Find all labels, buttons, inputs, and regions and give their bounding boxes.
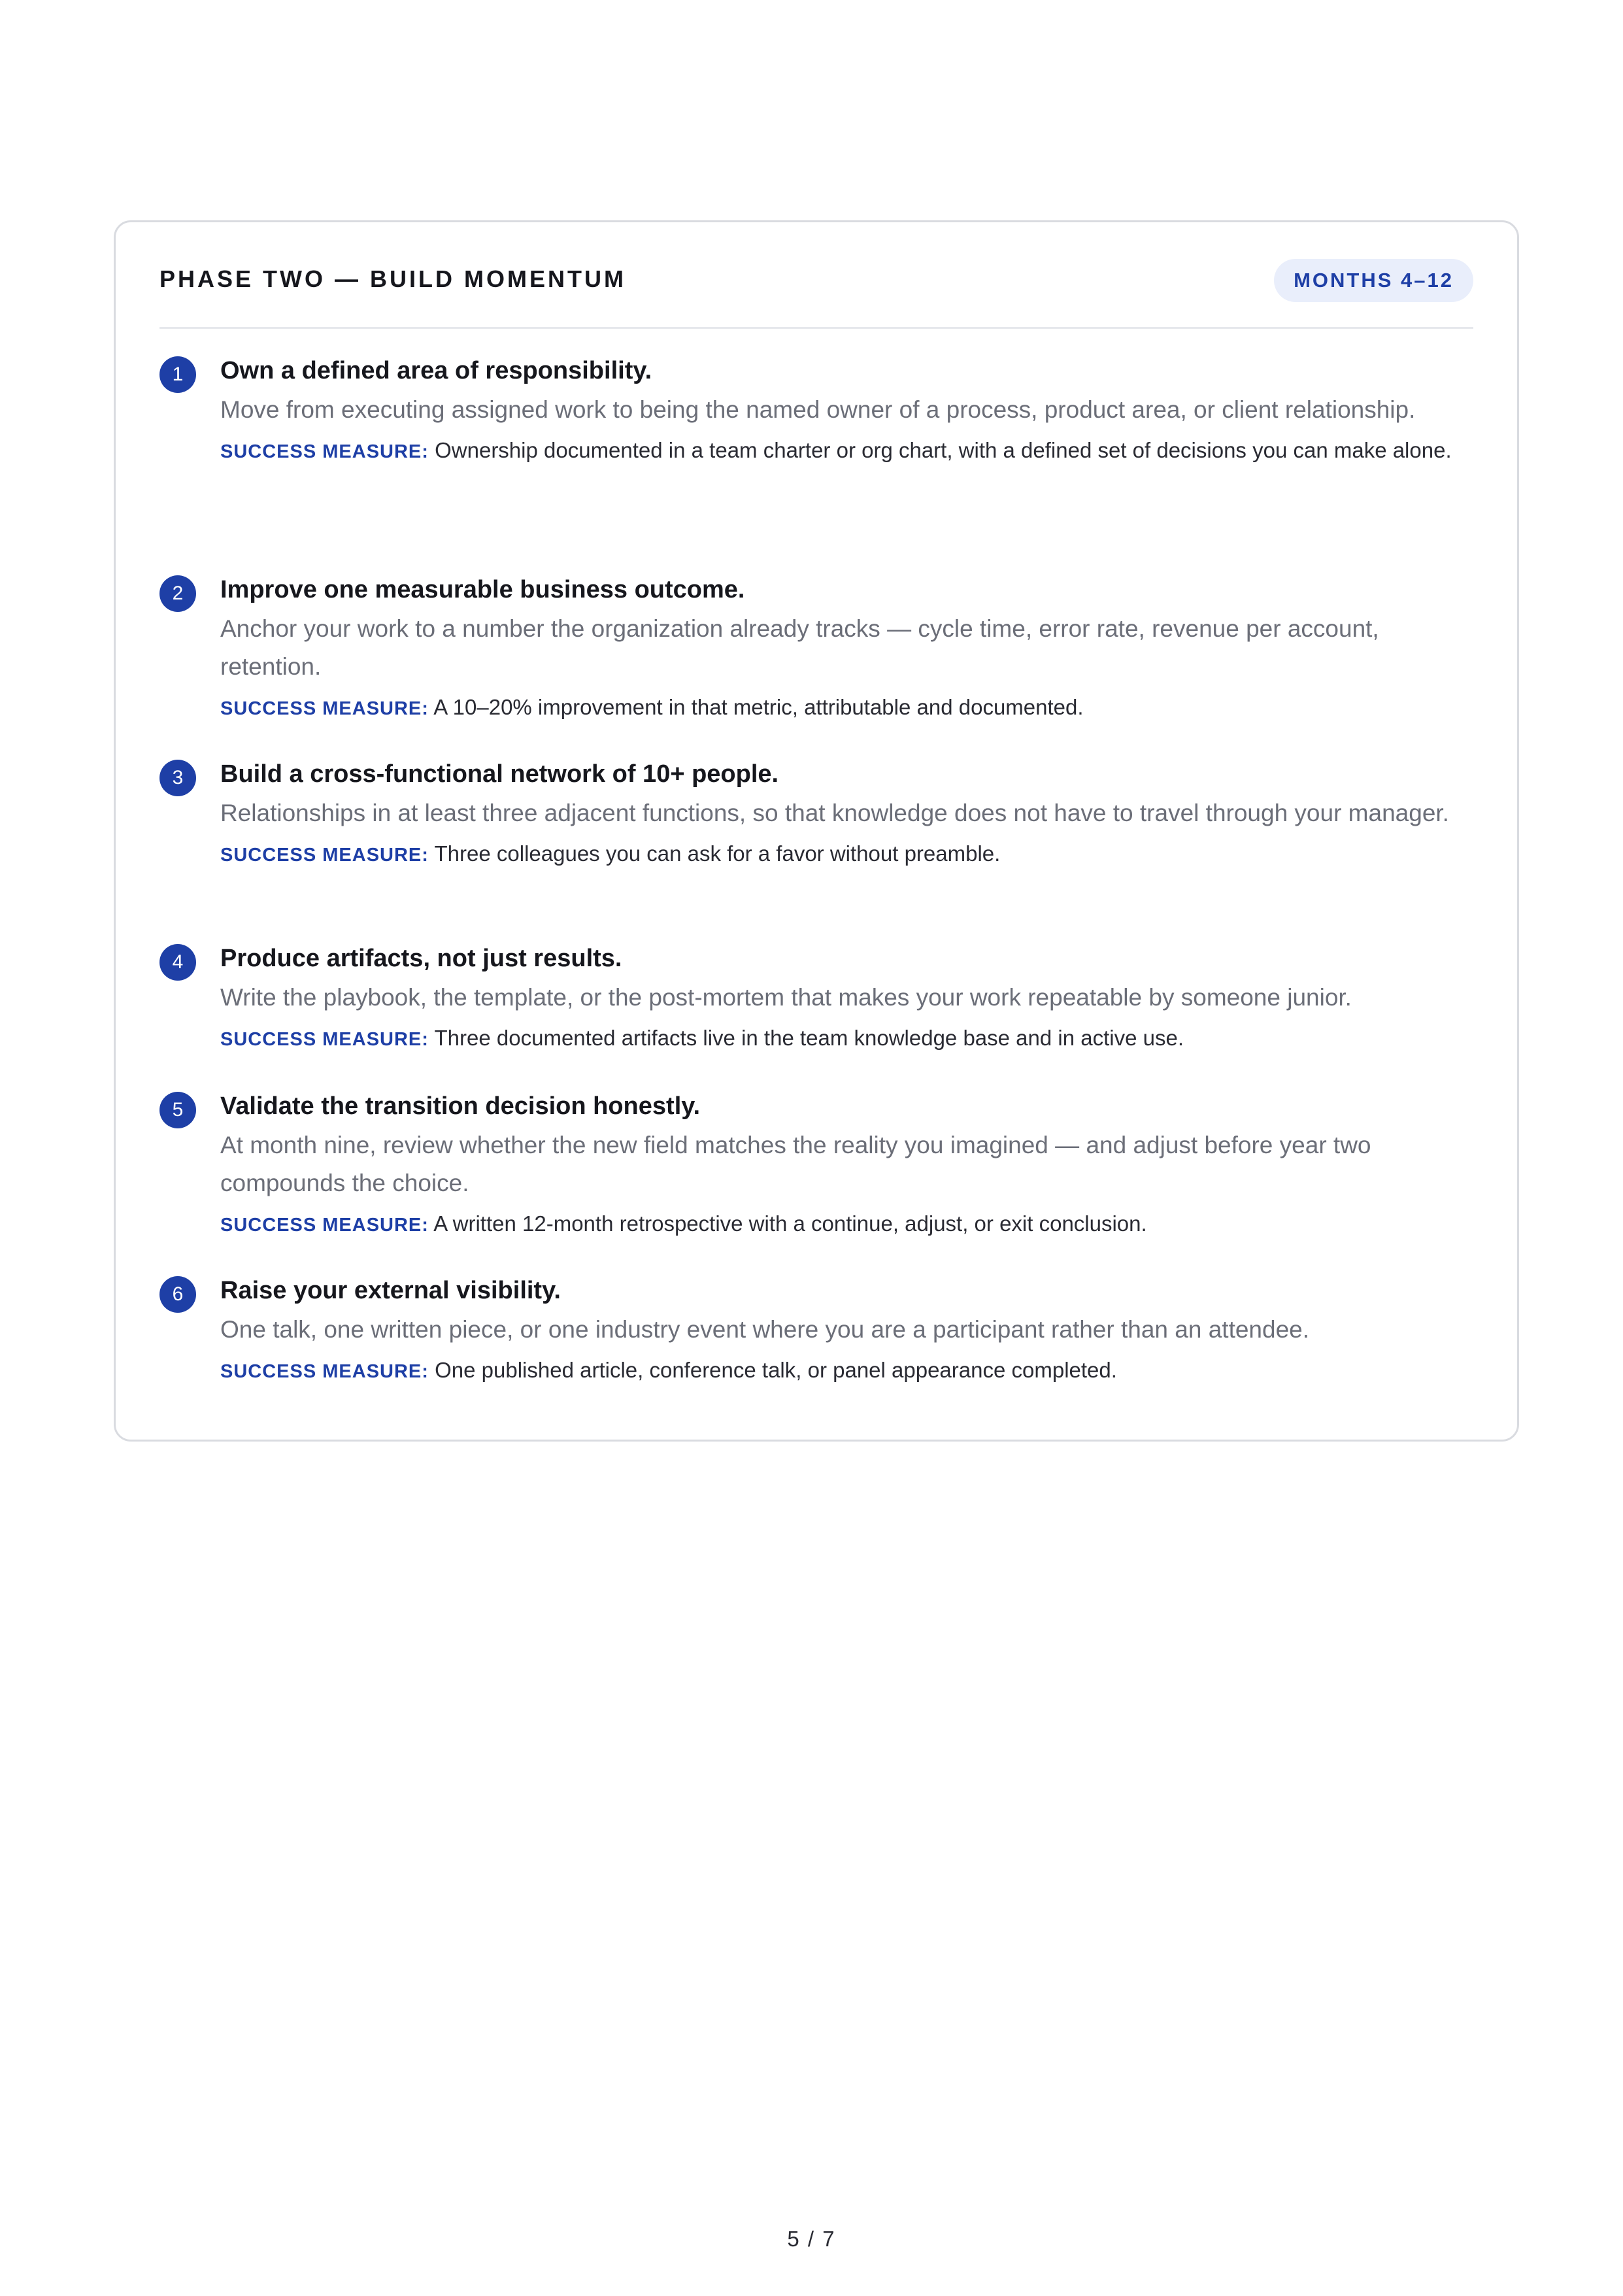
success-measure-label: SUCCESS MEASURE: — [220, 1361, 429, 1382]
months-badge: MONTHS 4–12 — [1274, 259, 1473, 302]
item-description: Move from executing assigned work to being the named owner of a process, product area, or client relationship. — [220, 396, 1416, 423]
step-number-badge: 5 — [159, 1092, 196, 1128]
success-measure-label: SUCCESS MEASURE: — [220, 845, 429, 866]
success-measure-text: Three colleagues you can ask for a favor without preamble. — [434, 841, 1001, 866]
phase-card — [114, 220, 1519, 1442]
success-measure — [220, 836, 1473, 873]
success-measure-text: Three documented artifacts live in the team knowledge base and in active use. — [434, 1026, 1184, 1050]
item-content — [220, 1273, 1473, 1389]
success-measure-label: SUCCESS MEASURE: — [220, 1029, 429, 1050]
success-measure — [220, 433, 1473, 469]
success-measure-text: One published article, conference talk, or panel appearance completed. — [435, 1358, 1117, 1382]
item-description: Anchor your work to a number the organization already tracks — cycle time, error rate, revenue per account, retention. — [220, 615, 1379, 680]
step-number-badge: 6 — [159, 1276, 196, 1313]
item-content — [220, 572, 1473, 726]
item-content — [220, 756, 1473, 873]
item-content — [220, 1089, 1473, 1243]
item-description: One talk, one written piece, or one industry event where you are a participant rather than an attendee. — [220, 1316, 1310, 1343]
item-title: Validate the transition decision honestly. — [220, 1092, 701, 1120]
success-measure-label: SUCCESS MEASURE: — [220, 698, 429, 719]
item-title: Raise your external visibility. — [220, 1277, 561, 1304]
item-description: Relationships in at least three adjacent functions, so that knowledge does not have to travel through your manager. — [220, 800, 1449, 826]
item-description: Write the playbook, the template, or the post-mortem that makes your work repeatable by someone junior. — [220, 984, 1352, 1011]
success-measure-label: SUCCESS MEASURE: — [220, 441, 429, 462]
success-measure — [220, 1206, 1473, 1243]
item-content — [220, 353, 1473, 469]
phase-title: PHASE TWO — BUILD MOMENTUM — [159, 265, 626, 292]
item-title: Build a cross-functional network of 10+ people. — [220, 760, 779, 788]
step-number-badge: 1 — [159, 356, 196, 393]
item-title: Own a defined area of responsibility. — [220, 357, 652, 384]
step-number-badge: 3 — [159, 760, 196, 796]
step-number-badge: 4 — [159, 944, 196, 981]
success-measure-text: Ownership documented in a team charter or org chart, with a defined set of decisions you can make alone. — [435, 438, 1452, 462]
page-number: 5 / 7 — [787, 2227, 836, 2251]
success-measure-text: A written 12-month retrospective with a continue, adjust, or exit conclusion. — [433, 1211, 1147, 1236]
item-description: At month nine, review whether the new field matches the reality you imagined — and adjust before year two compounds the choice. — [220, 1132, 1371, 1196]
step-number-badge: 2 — [159, 575, 196, 612]
item-title: Improve one measurable business outcome. — [220, 576, 745, 603]
card-header — [159, 259, 1473, 329]
success-measure — [220, 690, 1473, 726]
success-measure — [220, 1021, 1473, 1057]
item-content — [220, 941, 1473, 1057]
item-title: Produce artifacts, not just results. — [220, 945, 622, 972]
success-measure-text: A 10–20% improvement in that metric, attributable and documented. — [433, 695, 1084, 719]
success-measure — [220, 1353, 1473, 1389]
success-measure-label: SUCCESS MEASURE: — [220, 1215, 429, 1236]
